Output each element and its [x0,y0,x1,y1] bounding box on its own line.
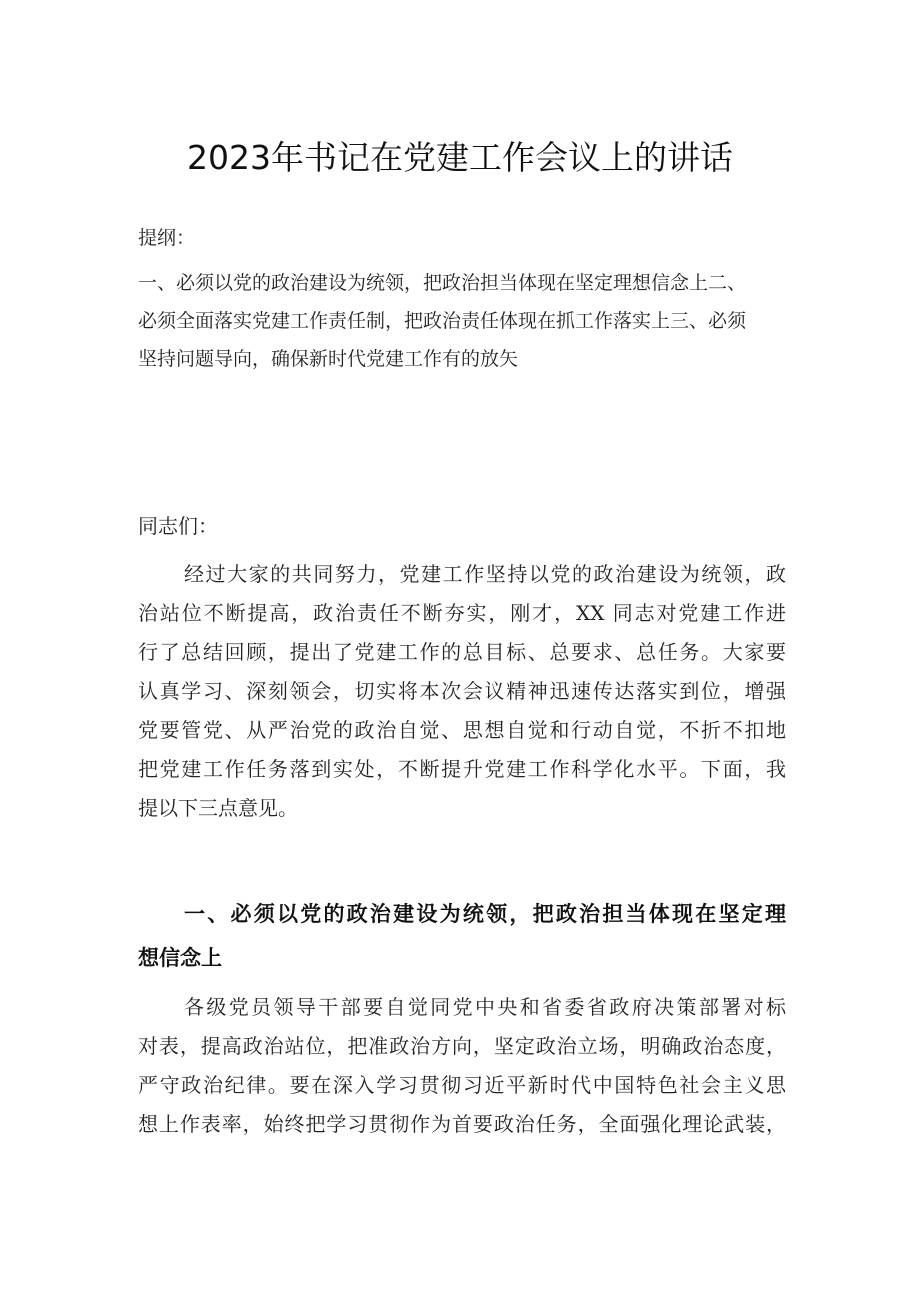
document-title: 2023年书记在党建工作会议上的讲话 [187,138,733,177]
paragraph-line: 想上作表率，始终把学习贯彻作为首要政治任务，全面强化理论武装， [138,1112,786,1136]
paragraph-1 [138,555,786,828]
paragraph-line: 经过大家的共同努力，党建工作坚持以党的政治建设为统领，政 [184,562,786,586]
heading-line: 想信念上 [138,946,222,970]
paragraph-2 [138,988,786,1144]
outline-label: 提纲： [138,227,196,249]
paragraph-line: 把党建工作任务落到实处，不断提升党建工作科学化水平。下面，我 [138,757,786,781]
paragraph-line: 党要管党、从严治党的政治自觉、思想自觉和行动自觉，不折不扣地 [138,718,786,742]
paragraph-line: 提以下三点意见。 [138,796,298,820]
outline-line: 坚持问题导向，确保新时代党建工作有的放矢 [138,348,519,370]
paragraph-line: 各级党员领导干部要自觉同党中央和省委省政府决策部署对标 [184,995,786,1019]
outline-line: 必须全面落实党建工作责任制，把政治责任体现在抓工作落实上三、必须 [138,310,747,332]
section-heading-1 [138,892,786,980]
paragraph-line: 行了总结回顾，提出了党建工作的总目标、总要求、总任务。大家要 [138,640,786,664]
paragraph-line: 治站位不断提高，政治责任不断夯实，刚才，XX 同志对党建工作进 [138,601,786,625]
heading-line: 一、必须以党的政治建设为统领，把政治担当体现在坚定理 [184,902,786,926]
paragraph-line: 严守政治纪律。要在深入学习贯彻习近平新时代中国特色社会主义思 [138,1073,786,1097]
outline-text [138,264,786,378]
salutation: 同志们： [138,514,218,538]
paragraph-line: 对表，提高政治站位，把准政治方向，坚定政治立场，明确政治态度， [138,1034,786,1058]
outline-line: 一、必须以党的政治建设为统领，把政治担当体现在坚定理想信念上二、 [138,272,747,294]
paragraph-line: 认真学习、深刻领会，切实将本次会议精神迅速传达落实到位，增强 [138,679,786,703]
